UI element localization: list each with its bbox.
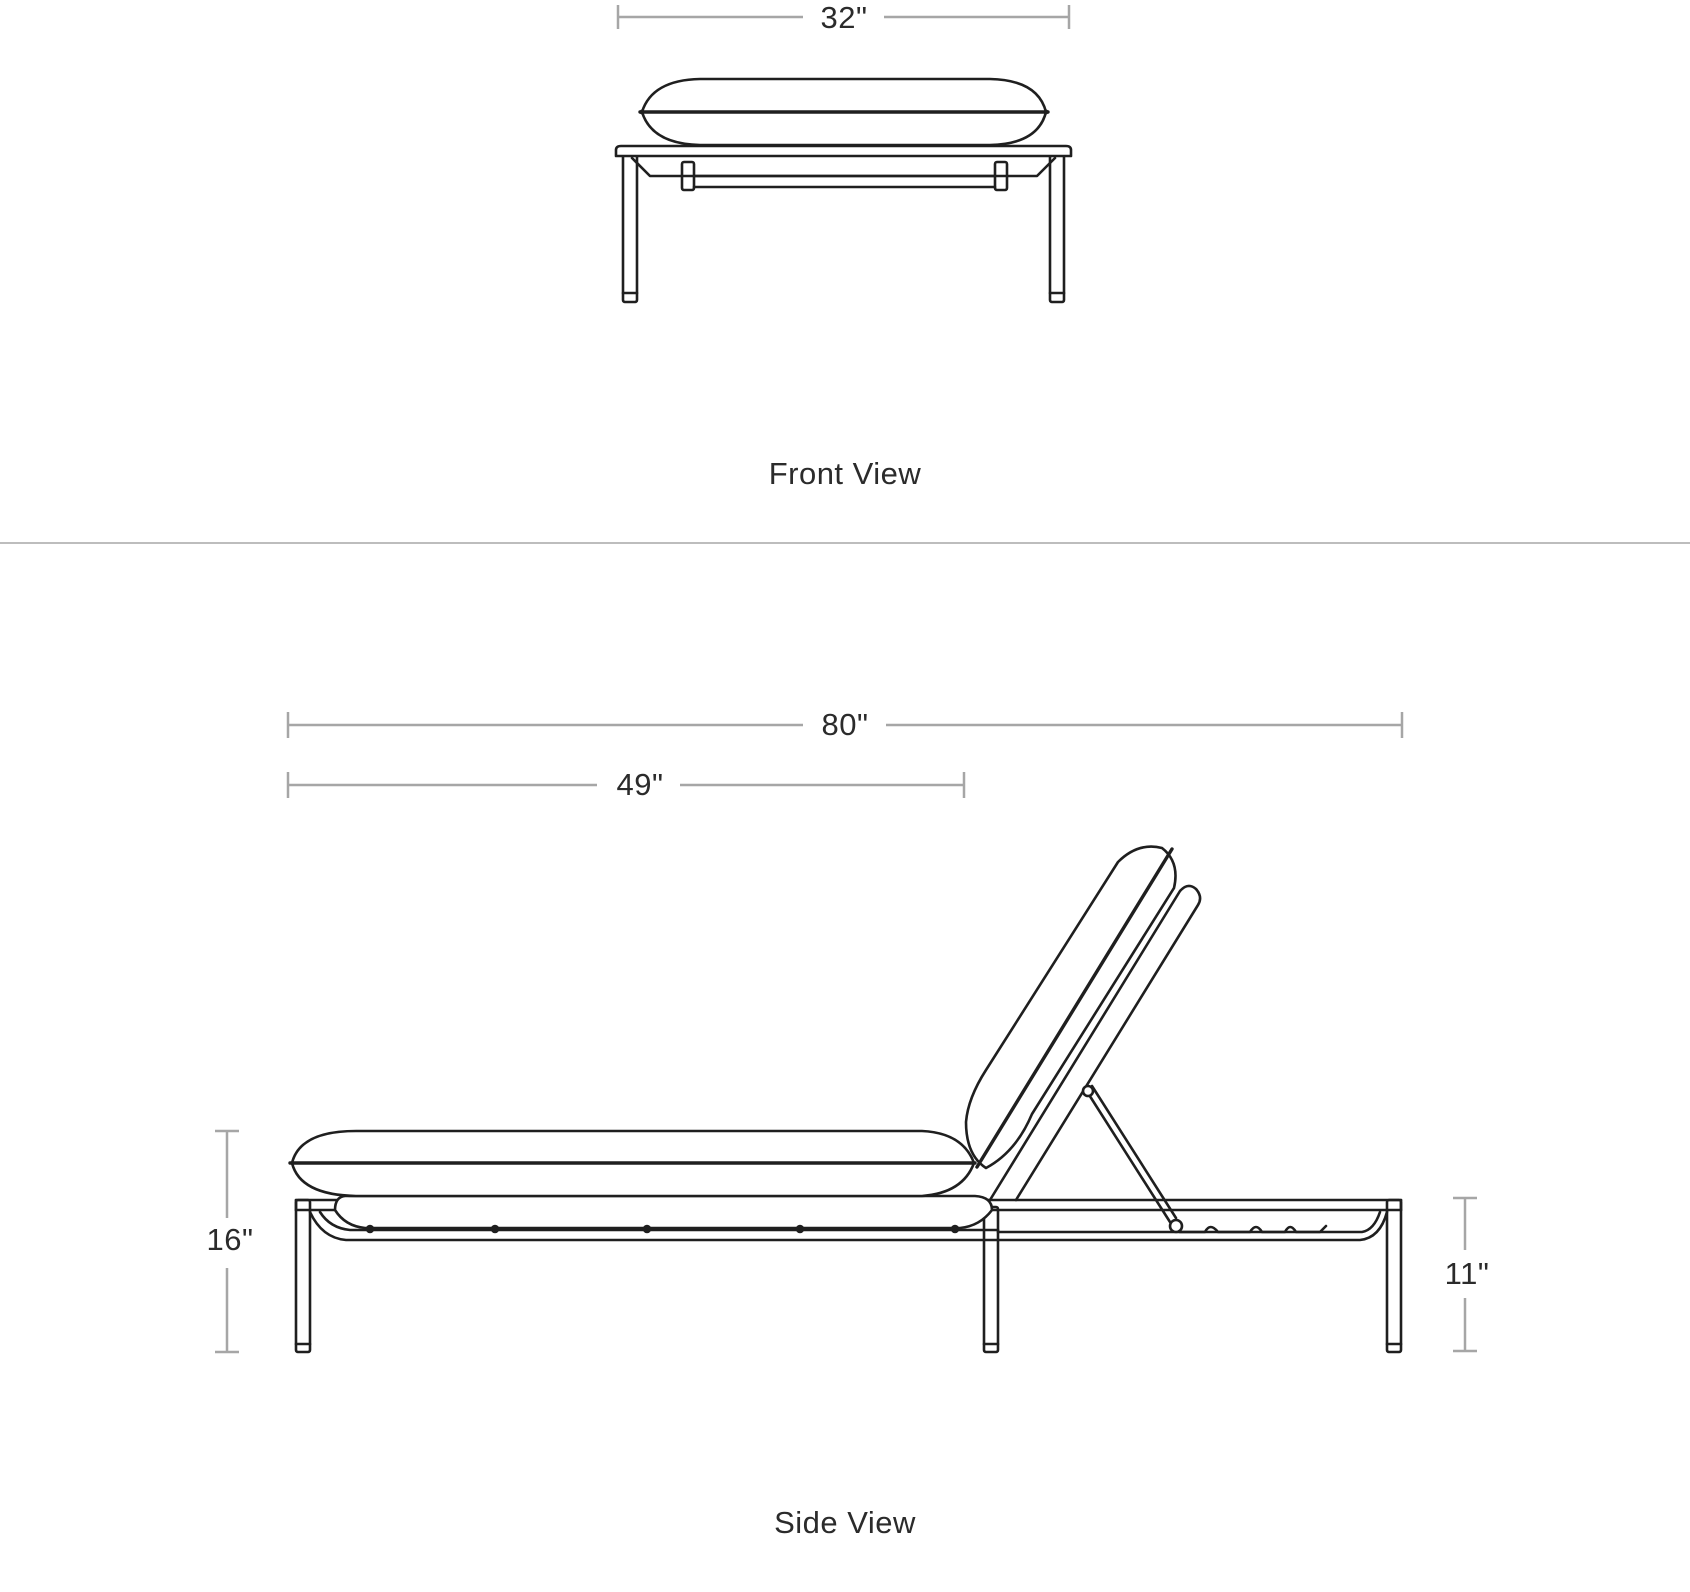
seat-length-label: 49" <box>616 767 664 802</box>
front-width-label: 32" <box>820 0 868 35</box>
front-chaise-drawing <box>616 79 1071 302</box>
side-view-title: Side View <box>774 1505 916 1540</box>
side-length-dimension <box>288 707 1402 742</box>
front-view <box>616 0 1071 491</box>
side-height-dimension <box>207 1131 254 1352</box>
frame-height-label: 11" <box>1444 1256 1490 1291</box>
side-view <box>207 707 1490 1540</box>
front-width-dimension <box>618 0 1069 35</box>
overall-length-label: 80" <box>821 707 869 742</box>
front-view-title: Front View <box>768 456 922 491</box>
overall-height-label: 16" <box>206 1222 254 1257</box>
side-seat-length-dimension <box>288 767 964 802</box>
side-frame-height-dimension <box>1445 1198 1490 1351</box>
side-chaise-drawing <box>290 847 1401 1352</box>
